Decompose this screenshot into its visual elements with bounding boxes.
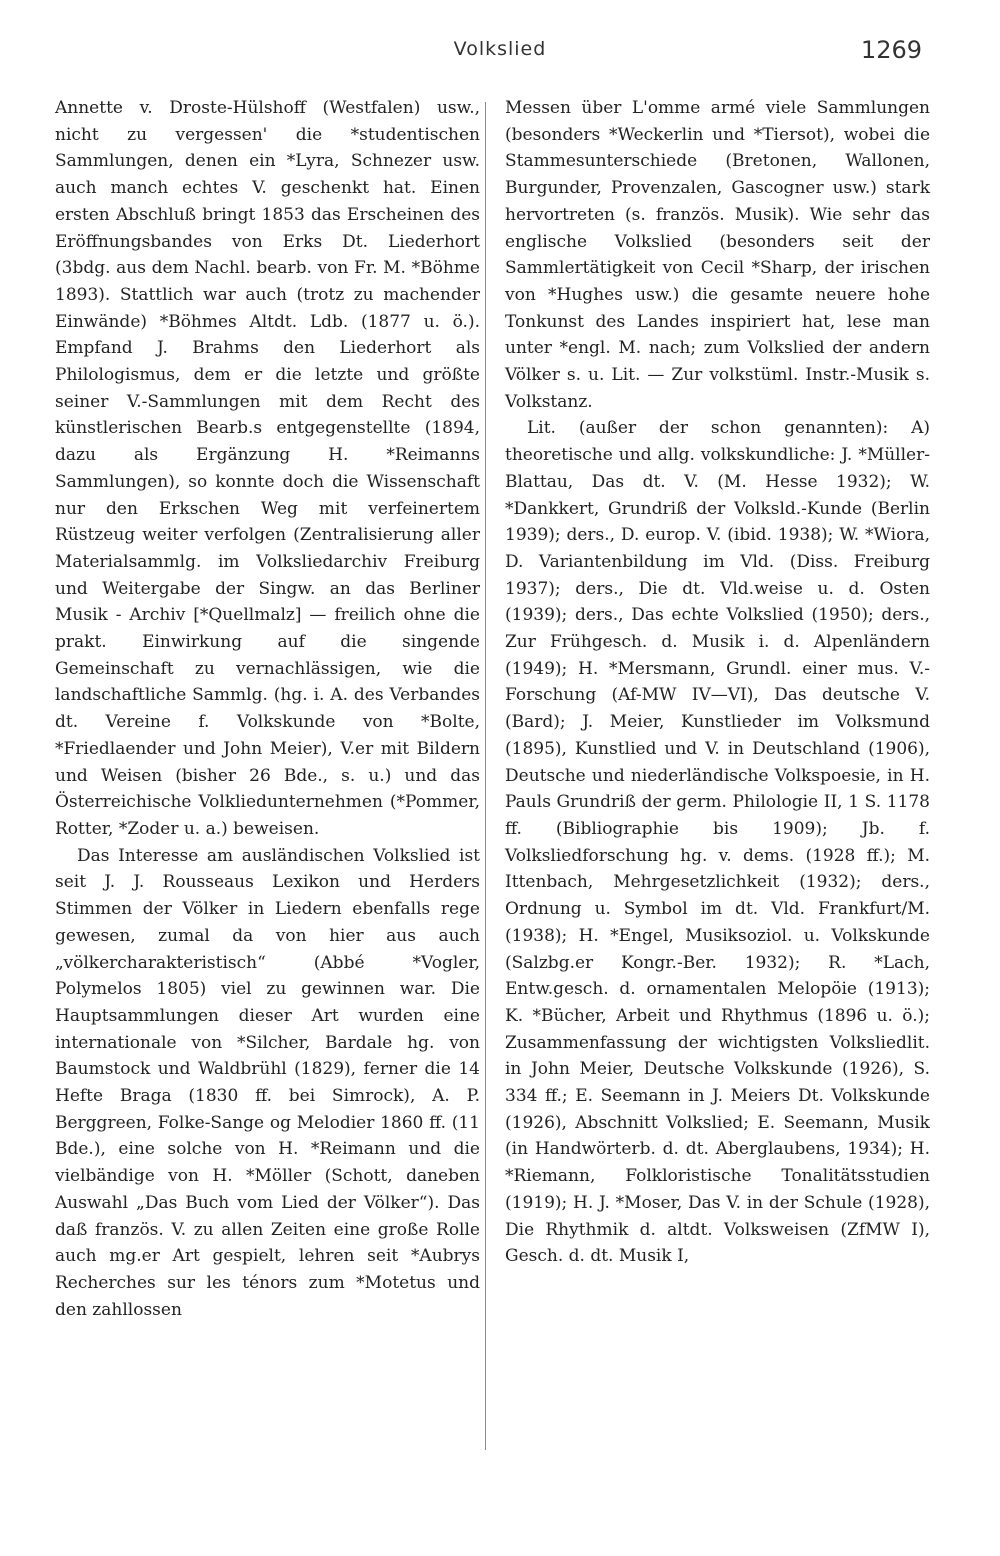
right-column <box>505 95 930 1270</box>
column-divider <box>485 102 486 1450</box>
page-number: 1269 <box>860 36 922 64</box>
paragraph: Messen über L'omme armé viele Sammlungen (besonders *Weckerlin und *Tiersot), wobei die Stammesunterschiede (Bretonen, Wallonen, Burgunder, Provenzalen, Gascogner usw.) stark hervortreten (s. französ. Musik). Wie sehr das englische Volkslied (besonders seit der Sammlertätigkeit von Cecil *Sharp, der irischen von *Hughes usw.) die gesamte neuere hohe Tonkunst des Landes inspiriert hat, lese man unter *engl. M. nach; zum Volkslied der andern Völker s. u. Lit. — Zur volkstüml. Instr.-Musik s. Volkstanz. <box>505 98 930 412</box>
paragraph: Lit. (außer der schon genannten): A) theoretische und allg. volkskundliche: J. *Müller-Blattau, Das dt. V. (M. Hesse 1932); W. *Dankkert, Grundriß der Volksld.-Kunde (Berlin 1939); ders., D. europ. V. (ibid. 1938); W. *Wiora, D. Variantenbildung im Vld. (Diss. Freiburg 1937); ders., Die dt. Vld.weise u. d. Osten (1939); ders., Das echte Volkslied (1950); ders., Zur Frühgesch. d. Musik i. d. Alpenländern (1949); H. *Mersmann, Grundl. einer mus. V.-Forschung (Af-MW IV—VI), Das deutsche V. (Bard); J. Meier, Kunstlieder im Volksmund (1895), Kunstlied und V. in Deutschland (1906), Deutsche und niederländische Volkspoesie, in H. Pauls Grundriß der germ. Philologie II, 1 S. 1178 ff. (Bibliographie bis 1909); Jb. f. Volksliedforschung hg. v. dems. (1928 ff.); M. Ittenbach, Mehrgesetzlichkeit (1932); ders., Ordnung u. Symbol im dt. Vld. Frankfurt/M. (1938); H. *Engel, Musiksoziol. u. Volkskunde (Salzbg.er Kongr.-Ber. 1932); R. *Lach, Entw.gesch. d. ornamentalen Melopöie (1913); K. *Bücher, Arbeit und Rhythmus (1896 u. ö.); Zusammenfassung der wichtigsten Volksliedlit. in John Meier, Deutsche Volkskunde (1926), S. 334 ff.; E. Seemann in J. Meiers Dt. Volkskunde (1926), Abschnitt Volkslied; E. Seemann, Musik (in Handwörterb. d. dt. Aberglaubens, 1934); H. *Riemann, Folkloristische Tonalitätsstudien (1919); H. J. *Moser, Das V. in der Schule (1928), Die Rhythmik d. altdt. Volksweisen (ZfMW I), Gesch. d. dt. Musik I, <box>505 418 930 1267</box>
running-title: Volkslied <box>453 38 547 60</box>
paragraph: Annette v. Droste-Hülshoff (Westfalen) usw., nicht zu vergessen' die *studentischen Sammlungen, denen ein *Lyra, Schnezer usw. auch manch echtes V. geschenkt hat. Einen ersten Abschluß bringt 1853 das Erscheinen des Eröffnungsbandes von Erks Dt. Liederhort (3bdg. aus dem Nachl. bearb. von Fr. M. *Böhme 1893). Stattlich war auch (trotz zu machender Einwände) *Böhmes Altdt. Ldb. (1877 u. ö.). Empfand J. Brahms den Liederhort als Philologismus, dem er die letzte und größte seiner V.-Sammlungen mit dem Recht des künstlerischen Bearb.s entgegenstellte (1894, dazu als Ergänzung H. *Reimanns Sammlungen), so konnte doch die Wissenschaft nur den Erkschen Weg mit verfeinertem Rüstzeug weiter verfolgen (Zentralisierung aller Materialsammlg. im Volksliedarchiv Freiburg und Weitergabe der Singw. an das Berliner Musik - Archiv [*Quellmalz] — freilich ohne die prakt. Einwirkung auf die singende Gemeinschaft zu vernachlässigen, wie die landschaftliche Sammlg. (hg. i. A. des Verbandes dt. Vereine f. Volkskunde von *Bolte, *Friedlaender und John Meier), V.er mit Bildern und Weisen (bisher 26 Bde., s. u.) und das Österreichische Volkliedunternehmen (*Pommer, Rotter, *Zoder u. a.) beweisen. <box>55 98 480 839</box>
left-column <box>55 95 480 1323</box>
paragraph: Das Interesse am ausländischen Volkslied ist seit J. J. Rousseaus Lexikon und Herders Stimmen der Völker in Liedern ebenfalls rege gewesen, zumal da von hier aus auch „völkercharakteristisch“ (Abbé *Vogler, Polymelos 1805) viel zu gewinnen war. Die Hauptsammlungen dieser Art wurden eine internationale von *Silcher, Bardale hg. von Baumstock und Waldbrühl (1829), ferner die 14 Hefte Braga (1830 ff. bei Simrock), A. P. Berggreen, Folke-Sange og Melodier 1860 ff. (11 Bde.), eine solche von H. *Reimann und die vielbändige von H. *Möller (Schott, daneben Auswahl „Das Buch vom Lied der Völker“). Das daß französ. V. zu allen Zeiten eine große Rolle auch mg.er Art gespielt, lehren seit *Aubrys Recherches sur les ténors zum *Motetus und den zahllossen <box>55 845 480 1320</box>
